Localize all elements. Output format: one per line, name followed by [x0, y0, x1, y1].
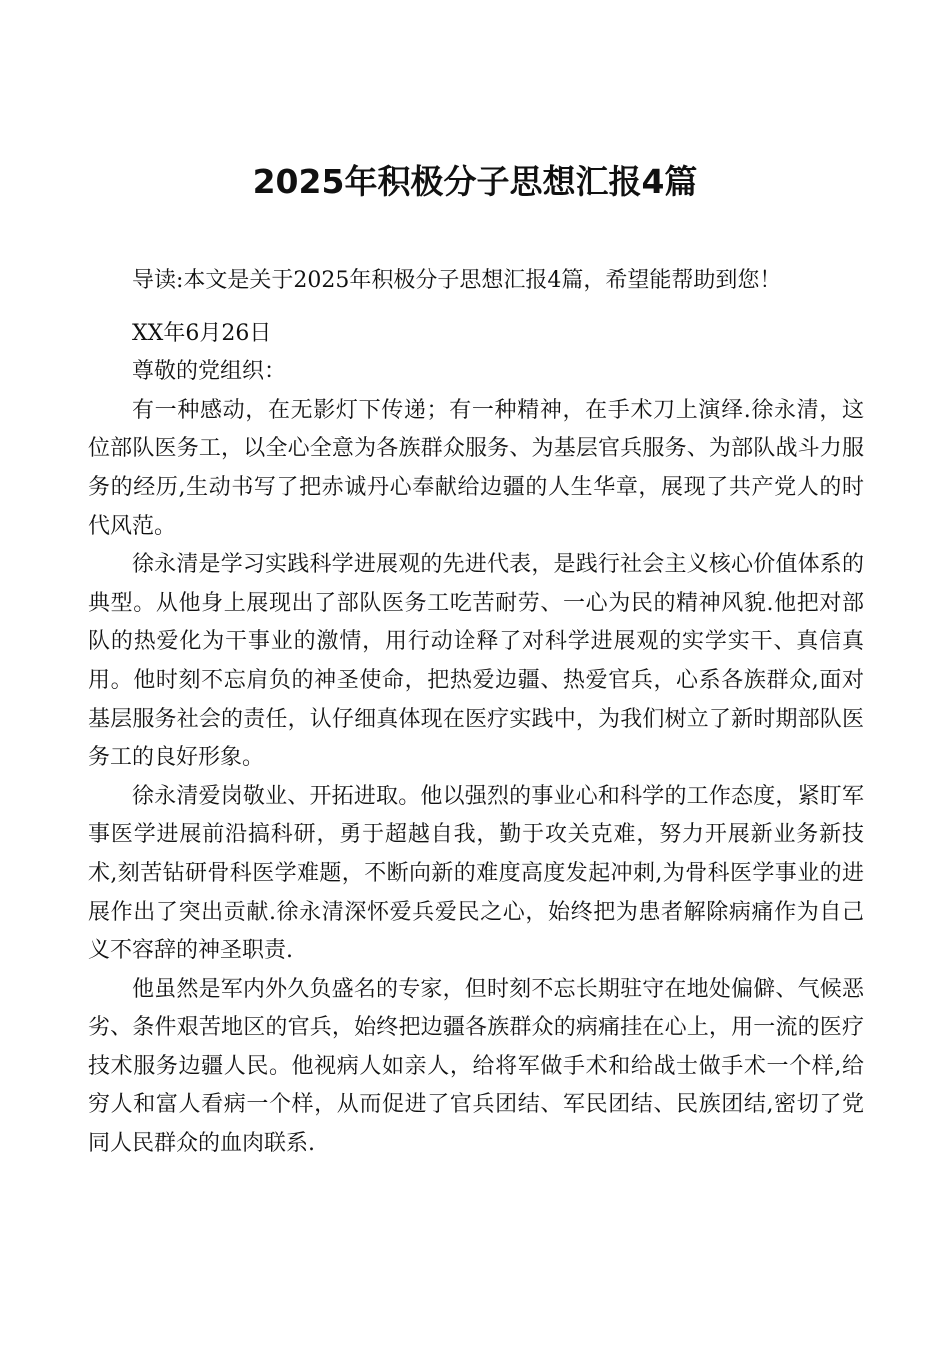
body-paragraph: 他虽然是军内外久负盛名的专家，但时刻不忘长期驻守在地处偏僻、气候恶劣、条件艰苦地区的官兵，始终把边疆各族群众的病痛挂在心上，用一流的医疗技术服务边疆人民。他视病人如亲人，给将军做手术和给战士做手术一个样,给穷人和富人看病一个样，从而促进了官兵团结、军民团结、民族团结,密切了党同人民群众的血肉联系. — [88, 976, 864, 1157]
body-paragraph: 有一种感动，在无影灯下传递；有一种精神，在手术刀上演绎.徐永清，这位部队医务工，以全心全意为各族群众服务、为基层官兵服务、为部队战斗力服务的经历,生动书写了把赤诚丹心奉献给边疆的人生华章，展现了共产党人的时代风范。 — [88, 397, 864, 539]
lead-paragraph: 导读:本文是关于2025年积极分子思想汇报4篇，希望能帮助到您！ — [132, 268, 782, 293]
salutation: 尊敬的党组织： — [132, 359, 287, 385]
document-title: 2025年积极分子思想汇报4篇 — [252, 162, 698, 201]
date-line: XX年6月26日 — [132, 320, 272, 346]
body-paragraph: 徐永清爱岗敬业、开拓进取。他以强烈的事业心和科学的工作态度，紧盯军事医学进展前沿搞科研，勇于超越自我，勤于攻关克难，努力开展新业务新技术,刻苦钻研骨科医学难题，不断向新的难度高度发起冲刺,为骨科医学事业的进展作出了突出贡献.徐永清深怀爱兵爱民之心，始终把为患者解除病痛作为自己义不容辞的神圣职责. — [88, 783, 864, 964]
body-paragraph: 徐永清是学习实践科学进展观的先进代表，是践行社会主义核心价值体系的典型。从他身上展现出了部队医务工吃苦耐劳、一心为民的精神风貌.他把对部队的热爱化为干事业的激情，用行动诠释了对科学进展观的实学实干、真信真用。他时刻不忘肩负的神圣使命，把热爱边疆、热爱官兵，心系各族群众,面对基层服务社会的责任，认仔细真体现在医疗实践中，为我们树立了新时期部队医务工的良好形象。 — [88, 552, 864, 771]
document-body — [88, 262, 864, 1164]
